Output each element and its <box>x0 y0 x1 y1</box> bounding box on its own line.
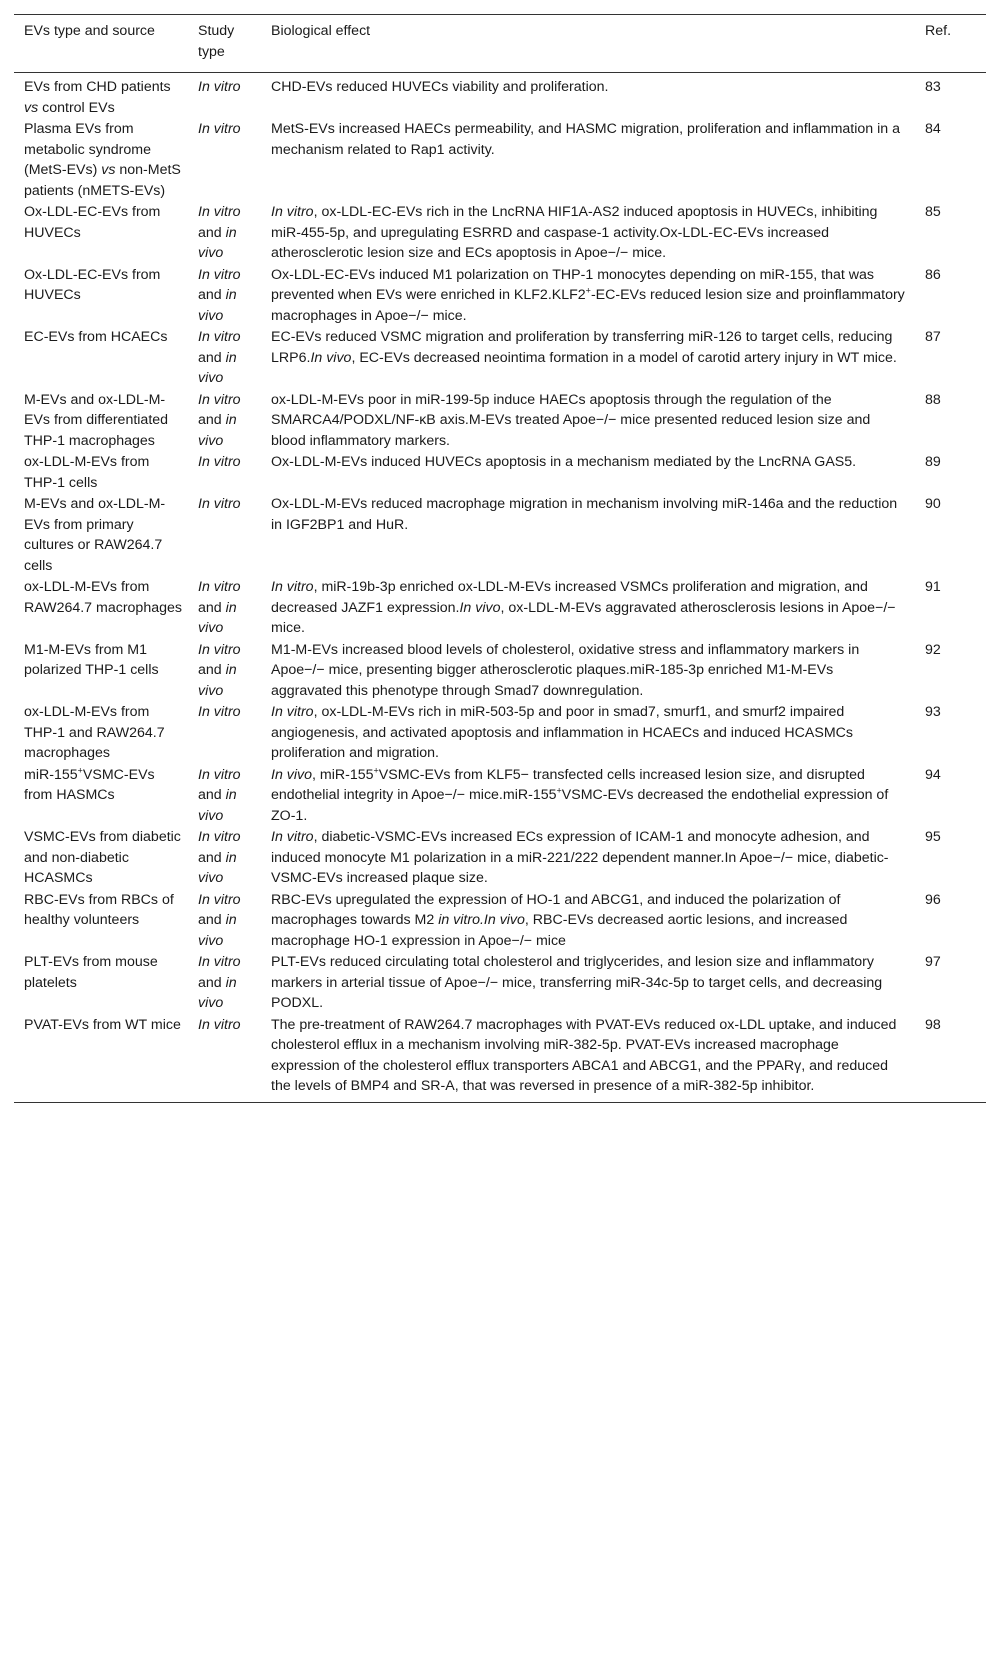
source-cell: EVs from CHD patients vs control EVs <box>24 79 171 116</box>
table-row <box>14 889 986 952</box>
source-cell: Ox-LDL-EC-EVs from HUVECs <box>24 204 161 241</box>
source-cell: RBC-EVs from RBCs of healthy volunteers <box>24 891 174 928</box>
table-row <box>14 264 986 327</box>
table-body <box>14 73 986 1103</box>
table-row <box>14 951 986 1014</box>
source-cell: M-EVs and ox-LDL-M-EVs from primary cultures or RAW264.7 cells <box>24 496 166 574</box>
study-type-cell: In vitro <box>198 454 241 470</box>
ref-cell: 95 <box>925 829 941 845</box>
table-row <box>14 764 986 827</box>
source-cell: M1-M-EVs from M1 polarized THP-1 cells <box>24 641 159 678</box>
source-cell: Ox-LDL-EC-EVs from HUVECs <box>24 266 161 303</box>
ref-cell: 91 <box>925 579 941 595</box>
biological-effect-cell: RBC-EVs upregulated the expression of HO-1 and ABCG1, and induced the polarization of macrophages towards M2 in vitro.In vivo, RBC-EVs decreased aortic lesions, and increased macrophage HO-1 expression in Apoe−/− mice <box>271 891 848 949</box>
source-cell: PVAT-EVs from WT mice <box>14 1014 188 1103</box>
biological-effect-cell: EC-EVs reduced VSMC migration and proliferation by transferring miR-126 to target cells, reducing LRP6.In vivo, EC-EVs decreased neointima formation in a model of carotid artery injury in WT mice. <box>271 329 897 366</box>
study-type-cell: In vitro and in vivo <box>198 391 241 449</box>
ref-cell: 89 <box>925 454 941 470</box>
table-row <box>14 118 986 201</box>
biological-effect-cell: Ox-LDL-EC-EVs induced M1 polarization on THP-1 monocytes depending on miR-155, that was prevented when EVs were enriched in KLF2.KLF2+-EC-EVs reduced lesion size and proinflammatory macrophages in Apoe−/− mice. <box>271 266 905 324</box>
biological-effect-cell: Ox-LDL-M-EVs reduced macrophage migration in mechanism involving miR-146a and the reduction in IGF2BP1 and HuR. <box>271 496 898 533</box>
ref-cell: 84 <box>925 121 941 137</box>
study-type-cell: In vitro and in vivo <box>198 766 241 824</box>
ref-cell: 94 <box>925 766 941 783</box>
biological-effect-cell: MetS-EVs increased HAECs permeability, and HASMC migration, proliferation and inflammation in a mechanism related to Rap1 activity. <box>271 121 900 158</box>
ref-cell: 92 <box>925 641 941 658</box>
ref-cell: 96 <box>925 891 941 908</box>
table-row <box>14 826 986 889</box>
study-type-cell: In vitro <box>198 496 241 512</box>
source-cell: ox-LDL-M-EVs from RAW264.7 macrophages <box>24 579 182 616</box>
biological-effect-cell: Ox-LDL-M-EVs induced HUVECs apoptosis in a mechanism mediated by the LncRNA GAS5. <box>271 454 857 470</box>
header-ref: Ref. <box>913 15 986 73</box>
biological-effect-cell: In vitro, diabetic-VSMC-EVs increased ECs expression of ICAM-1 and monocyte adhesion, and induced monocyte M1 polarization in a miR-221/222 dependent manner.In Apoe−/− mice, diabetic-VSMC-EVs increased plaque size. <box>271 829 889 886</box>
table-row <box>14 493 986 576</box>
header-biological-effect: Biological effect <box>261 15 913 73</box>
table-row <box>14 389 986 452</box>
table-container <box>14 14 986 1103</box>
ref-cell: 98 <box>913 1014 986 1103</box>
biological-effect-cell: PLT-EVs reduced circulating total cholesterol and triglycerides, and lesion size and inflammatory markers in arterial tissue of Apoe−/− mice, transferring miR-34c-5p to target cells, and decreasing PODXL. <box>271 954 883 1011</box>
header-row <box>14 15 986 73</box>
study-type-cell: In vitro <box>198 79 241 95</box>
study-type-cell: In vitro <box>188 1014 261 1103</box>
biological-effect-cell: M1-M-EVs increased blood levels of cholesterol, oxidative stress and inflammatory markers in Apoe−/− mice, presenting bigger atherosclerotic plaques.miR-185-3p enriched M1-M-EVs aggravated this phenotype through Smad7 downregulation. <box>271 641 860 699</box>
biological-effect-cell: The pre-treatment of RAW264.7 macrophages with PVAT-EVs reduced ox-LDL uptake, and induced cholesterol efflux in a mechanism involving miR-382-5p. PVAT-EVs increased macrophage expression of the cholesterol efflux transporters ABCA1 and ABCG1, and the PPARγ, and reduced the levels of BMP4 and SR-A, that was reversed in presence of a miR-382-5p inhibitor. <box>261 1014 913 1103</box>
source-cell: EC-EVs from HCAECs <box>24 329 168 345</box>
ref-cell: 97 <box>925 954 941 970</box>
ref-cell: 88 <box>925 391 941 408</box>
table-row <box>14 326 986 389</box>
biological-effect-cell: In vitro, ox-LDL-EC-EVs rich in the LncRNA HIF1A-AS2 induced apoptosis in HUVECs, inhibiting miR-455-5p, and upregulating ESRRD and caspase-1 activity.Ox-LDL-EC-EVs increased atherosclerotic lesion size and ECs apoptosis in Apoe−/− mice. <box>271 204 878 261</box>
table-row <box>14 73 986 119</box>
ev-effects-table <box>14 14 986 1103</box>
header-source: EVs type and source <box>14 15 188 73</box>
study-type-cell: In vitro <box>198 121 241 137</box>
study-type-cell: In vitro <box>198 704 241 720</box>
biological-effect-cell: In vivo, miR-155+VSMC-EVs from KLF5− transfected cells increased lesion size, and disrupted endothelial integrity in Apoe−/− mice.miR-155+VSMC-EVs decreased the endothelial expression of ZO-1. <box>271 764 889 824</box>
source-cell: PLT-EVs from mouse platelets <box>24 954 158 991</box>
table-row <box>14 701 986 764</box>
study-type-cell: In vitro and in vivo <box>198 891 241 949</box>
study-type-cell: In vitro and in vivo <box>198 266 241 324</box>
table-row <box>14 201 986 264</box>
header-study-type: Study type <box>188 15 261 73</box>
study-type-cell: In vitro and in vivo <box>198 829 241 886</box>
ref-cell: 85 <box>925 204 941 220</box>
biological-effect-cell: CHD-EVs reduced HUVECs viability and proliferation. <box>271 79 609 95</box>
source-cell: ox-LDL-M-EVs from THP-1 cells <box>24 454 150 491</box>
table-row <box>14 639 986 702</box>
source-cell: Plasma EVs from metabolic syndrome (MetS-EVs) vs non-MetS patients (nMETS-EVs) <box>24 121 181 199</box>
table-row <box>14 576 986 639</box>
biological-effect-cell: In vitro, ox-LDL-M-EVs rich in miR-503-5p and poor in smad7, smurf1, and smurf2 impaired angiogenesis, and activated apoptosis and inflammation in HCAECs and induced HCASMCs proliferation and migration. <box>271 704 854 761</box>
ref-cell: 86 <box>925 266 941 283</box>
table-row <box>14 1014 986 1103</box>
table-header <box>14 15 986 73</box>
ref-cell: 93 <box>925 704 941 720</box>
study-type-cell: In vitro and in vivo <box>198 329 241 386</box>
study-type-cell: In vitro and in vivo <box>198 641 241 699</box>
study-type-cell: In vitro and in vivo <box>198 204 241 261</box>
study-type-cell: In vitro and in vivo <box>198 954 241 1011</box>
biological-effect-cell: In vitro, miR-19b-3p enriched ox-LDL-M-EVs increased VSMCs proliferation and migration, and decreased JAZF1 expression.In vivo, ox-LDL-M-EVs aggravated atherosclerosis lesions in Apoe−/− mice. <box>271 579 896 636</box>
ref-cell: 83 <box>925 79 941 95</box>
biological-effect-cell: ox-LDL-M-EVs poor in miR-199-5p induce HAECs apoptosis through the regulation of the SMARCA4/PODXL/NF-κB axis.M-EVs treated Apoe−/− mice presented reduced lesion size and blood inflammatory markers. <box>271 391 871 449</box>
ref-cell: 87 <box>925 329 941 345</box>
source-cell: ox-LDL-M-EVs from THP-1 and RAW264.7 macrophages <box>24 704 165 761</box>
ref-cell: 90 <box>925 496 941 512</box>
table-row <box>14 451 986 493</box>
source-cell: VSMC-EVs from diabetic and non-diabetic HCASMCs <box>24 829 181 886</box>
study-type-cell: In vitro and in vivo <box>198 579 241 636</box>
source-cell: miR-155+VSMC-EVs from HASMCs <box>24 764 155 803</box>
source-cell: M-EVs and ox-LDL-M-EVs from differentiated THP-1 macrophages <box>24 391 169 449</box>
